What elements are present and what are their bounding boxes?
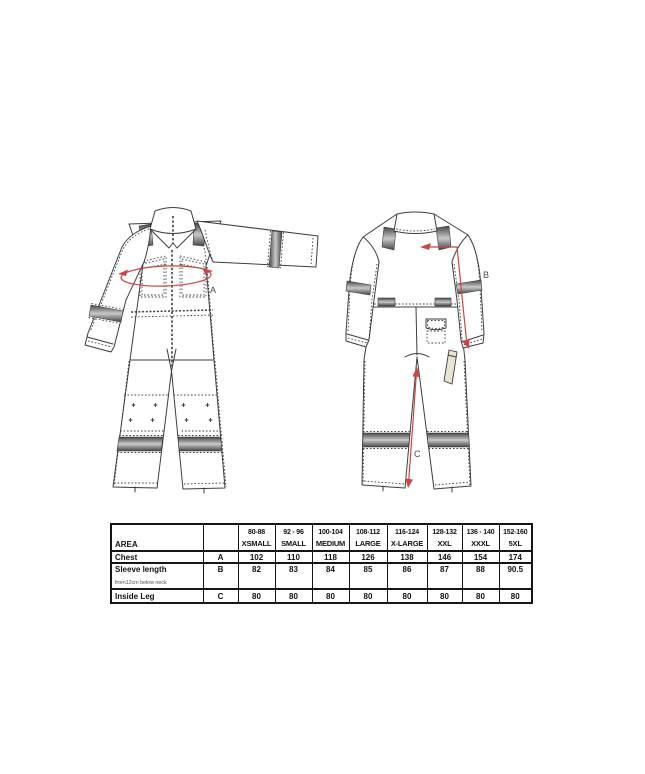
value-cell: 80 xyxy=(387,589,427,603)
value-cell: 90.5 xyxy=(499,563,532,589)
size-column-header xyxy=(427,524,462,551)
inside-leg-marker-label: C xyxy=(414,449,421,459)
value-cell: 85 xyxy=(349,563,387,589)
row-label-chest: Chest xyxy=(111,551,203,563)
size-chart-header-row xyxy=(111,524,532,551)
marker-header-cell xyxy=(203,524,238,551)
value-cell: 84 xyxy=(312,563,349,589)
row-marker: A xyxy=(203,551,238,563)
row-label-text: Sleeve length xyxy=(115,565,167,574)
size-name: SMALL xyxy=(281,539,306,548)
area-header-cell: AREA xyxy=(111,524,203,551)
value-cell: 83 xyxy=(275,563,312,589)
size-column-header xyxy=(238,524,275,551)
sleeve-length-row xyxy=(111,563,532,589)
value-cell: 80 xyxy=(462,589,499,603)
value-cell: 126 xyxy=(349,551,387,563)
chest-marker-label: A xyxy=(210,285,217,295)
sleeve-marker-label: B xyxy=(483,270,490,280)
row-label-inside-leg: Inside Leg xyxy=(111,589,203,603)
size-name: XXXL xyxy=(471,539,490,548)
size-range: 100-104 xyxy=(318,529,343,536)
size-name: MEDIUM xyxy=(315,539,346,548)
size-range: 108-112 xyxy=(356,529,380,536)
size-name: LARGE xyxy=(355,539,381,548)
size-chart-table xyxy=(110,523,533,604)
value-cell: 80 xyxy=(312,589,349,603)
value-cell: 138 xyxy=(387,551,427,563)
size-range: 128-132 xyxy=(432,529,457,536)
value-cell: 86 xyxy=(387,563,427,589)
value-cell: 118 xyxy=(312,551,349,563)
size-range: 152-160 xyxy=(503,529,528,536)
value-cell: 87 xyxy=(427,563,462,589)
value-cell: 110 xyxy=(275,551,312,563)
value-cell: 174 xyxy=(499,551,532,563)
size-column-header xyxy=(275,524,312,551)
back-view xyxy=(346,212,489,492)
value-cell: 80 xyxy=(499,589,532,603)
size-column-header xyxy=(349,524,387,551)
size-range: 80-88 xyxy=(248,529,265,536)
front-view xyxy=(85,208,318,494)
value-cell: 146 xyxy=(427,551,462,563)
value-cell: 102 xyxy=(238,551,275,563)
sleeve-length-note: from12cm below neck xyxy=(115,580,167,586)
value-cell: 80 xyxy=(349,589,387,603)
value-cell: 80 xyxy=(275,589,312,603)
row-marker: C xyxy=(203,589,238,603)
size-column-header xyxy=(462,524,499,551)
row-marker: B xyxy=(203,563,238,589)
row-label-sleeve-length xyxy=(111,563,203,589)
size-name: 5XL xyxy=(508,539,522,548)
chest-row xyxy=(111,551,532,563)
size-range: 92 - 96 xyxy=(283,529,304,536)
size-name: XXL xyxy=(437,539,452,548)
value-cell: 88 xyxy=(462,563,499,589)
size-name: X-LARGE xyxy=(390,539,424,548)
size-range: 136 - 140 xyxy=(466,529,495,536)
value-cell: 154 xyxy=(462,551,499,563)
value-cell: 80 xyxy=(427,589,462,603)
size-name: XSMALL xyxy=(241,539,272,548)
value-cell: 82 xyxy=(238,563,275,589)
size-column-header xyxy=(312,524,349,551)
size-range: 116-124 xyxy=(395,529,419,536)
value-cell: 80 xyxy=(238,589,275,603)
size-column-header xyxy=(499,524,532,551)
inside-leg-row xyxy=(111,589,532,603)
size-column-header xyxy=(387,524,427,551)
